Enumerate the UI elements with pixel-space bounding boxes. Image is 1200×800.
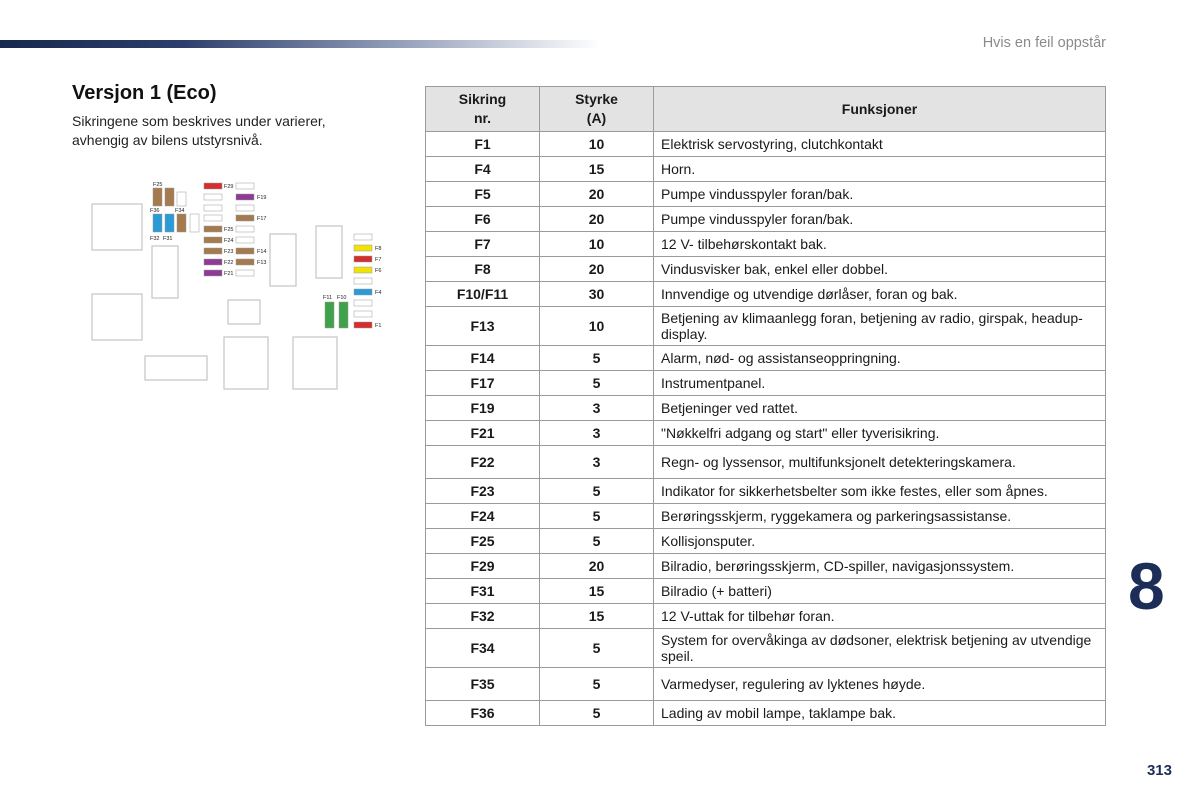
function-cell: Bilradio, berøringsskjerm, CD-spiller, navigasjonssystem. (654, 554, 1106, 579)
table-header-row (426, 87, 1106, 132)
header-title: Hvis en feil oppstår (982, 35, 1106, 51)
function-cell: Berøringsskjerm, ryggekamera og parkeringsassistanse. (654, 504, 1106, 529)
relay-block (145, 356, 207, 380)
table-row (426, 554, 1106, 579)
table-row (426, 701, 1106, 726)
function-cell: Horn. (654, 157, 1106, 182)
chapter-number: 8 (1128, 549, 1165, 623)
diagram-label: F14 (257, 249, 267, 255)
table-row (426, 396, 1106, 421)
fuse-number-cell: F34 (426, 629, 540, 668)
table-row (426, 371, 1106, 396)
amperage-cell: 5 (540, 504, 654, 529)
diagram-label: F11 (323, 295, 333, 301)
table-row (426, 604, 1106, 629)
fuse-number-cell: F32 (426, 604, 540, 629)
diagram-label: F25 (153, 182, 163, 188)
diagram-label: F19 (257, 195, 267, 201)
fuse-f25-top (165, 188, 174, 206)
table-row (426, 579, 1106, 604)
fuse-f4 (354, 289, 372, 295)
fuse-number-cell: F8 (426, 257, 540, 282)
table-body (426, 132, 1106, 726)
fuse-number-cell: F5 (426, 182, 540, 207)
function-cell: Betjening av klimaanlegg foran, betjening av radio, girspak, headup-display. (654, 307, 1106, 346)
fuse-f14 (236, 248, 254, 254)
header-bar (0, 40, 600, 48)
fuse-f1 (354, 322, 372, 328)
amperage-cell: 15 (540, 604, 654, 629)
diagram-label: F22 (224, 260, 234, 266)
diagram-label: F10 (337, 295, 347, 301)
fuse-slot-empty (354, 300, 372, 306)
fuse-number-cell: F1 (426, 132, 540, 157)
fuse-slot-empty (236, 183, 254, 189)
table-row (426, 479, 1106, 504)
function-cell: Pumpe vindusspyler foran/bak. (654, 182, 1106, 207)
diagram-label: F8 (375, 246, 382, 252)
fuse-f25 (204, 226, 222, 232)
fuse-table (425, 86, 1106, 726)
table-row (426, 421, 1106, 446)
amperage-cell: 5 (540, 668, 654, 701)
fuse-slot-empty (177, 192, 186, 206)
amperage-cell: 20 (540, 554, 654, 579)
amperage-cell: 3 (540, 421, 654, 446)
table-row (426, 207, 1106, 232)
table-row (426, 529, 1106, 554)
fuse-number-cell: F6 (426, 207, 540, 232)
fuse-f17 (236, 215, 254, 221)
fuse-f29 (204, 183, 222, 189)
relay-block (316, 226, 342, 278)
fuse-number-cell: F35 (426, 668, 540, 701)
table-row (426, 257, 1106, 282)
amperage-cell: 10 (540, 232, 654, 257)
amperage-cell: 15 (540, 157, 654, 182)
relay-block (92, 294, 142, 340)
relay-block (224, 337, 268, 389)
function-cell: Kollisjonsputer. (654, 529, 1106, 554)
diagram-label: F21 (224, 271, 234, 277)
fuse-slot-empty (204, 205, 222, 211)
diagram-label: F4 (375, 290, 382, 296)
amperage-cell: 3 (540, 446, 654, 479)
table-row (426, 668, 1106, 701)
fuse-f32 (165, 214, 174, 232)
fuse-box-diagram (86, 178, 396, 398)
fuse-number-cell: F22 (426, 446, 540, 479)
fuse-number-cell: F4 (426, 157, 540, 182)
function-cell: Lading av mobil lampe, taklampe bak. (654, 701, 1106, 726)
fuse-f6 (354, 267, 372, 273)
fuse-number-cell: F31 (426, 579, 540, 604)
amperage-cell: 10 (540, 132, 654, 157)
fuse-number-cell: F7 (426, 232, 540, 257)
fuse-number-cell: F24 (426, 504, 540, 529)
fuse-f25-top (153, 188, 162, 206)
table-row (426, 232, 1106, 257)
amperage-cell: 20 (540, 182, 654, 207)
fuse-number-cell: F17 (426, 371, 540, 396)
fuse-f23 (204, 248, 222, 254)
table-row (426, 182, 1106, 207)
relay-block (152, 246, 178, 298)
fuse-slot-empty (236, 226, 254, 232)
table-row (426, 629, 1106, 668)
header-functions: Funksjoner (654, 87, 1106, 132)
function-cell: Indikator for sikkerhetsbelter som ikke festes, eller som åpnes. (654, 479, 1106, 504)
fuse-number-cell: F21 (426, 421, 540, 446)
function-cell: Regn- og lyssensor, multifunksjonelt detekteringskamera. (654, 446, 1106, 479)
function-cell: Bilradio (+ batteri) (654, 579, 1106, 604)
diagram-label: F13 (257, 260, 267, 266)
relay-block (293, 337, 337, 389)
function-cell: Pumpe vindusspyler foran/bak. (654, 207, 1106, 232)
relay-block (228, 300, 260, 324)
diagram-label: F7 (375, 257, 382, 263)
fuse-slot-empty (236, 205, 254, 211)
amperage-cell: 10 (540, 307, 654, 346)
fuse-slot-empty (190, 214, 199, 232)
fuse-f8 (354, 245, 372, 251)
section-title: Versjon 1 (Eco) (72, 82, 217, 104)
amperage-cell: 5 (540, 346, 654, 371)
function-cell: Innvendige og utvendige dørlåser, foran og bak. (654, 282, 1106, 307)
amperage-cell: 5 (540, 479, 654, 504)
header-amperage: Styrke (A) (540, 87, 654, 132)
diagram-label: F6 (375, 268, 382, 274)
fuse-f34 (177, 214, 186, 232)
diagram-label: F23 (224, 249, 234, 255)
fuse-number-cell: F29 (426, 554, 540, 579)
function-cell: "Nøkkelfri adgang og start" eller tyverisikring. (654, 421, 1106, 446)
diagram-label: F24 (224, 238, 234, 244)
fuse-number-cell: F36 (426, 701, 540, 726)
amperage-cell: 5 (540, 629, 654, 668)
amperage-cell: 15 (540, 579, 654, 604)
table-row (426, 346, 1106, 371)
fuse-number-cell: F23 (426, 479, 540, 504)
function-cell: 12 V-uttak for tilbehør foran. (654, 604, 1106, 629)
header-fuse-number: Sikring nr. (426, 87, 540, 132)
diagram-label: F1 (375, 323, 382, 329)
fuse-number-cell: F13 (426, 307, 540, 346)
table-row (426, 282, 1106, 307)
amperage-cell: 20 (540, 207, 654, 232)
fuse-slot-empty (204, 194, 222, 200)
fuse-number-cell: F10/F11 (426, 282, 540, 307)
fuse-number-cell: F19 (426, 396, 540, 421)
page-number: 313 (1146, 762, 1172, 779)
fuse-f24 (204, 237, 222, 243)
fuse-slot-empty (354, 278, 372, 284)
function-cell: Betjeninger ved rattet. (654, 396, 1106, 421)
function-cell: Varmedyser, regulering av lyktenes høyde. (654, 668, 1106, 701)
fuse-slot-empty (354, 234, 372, 240)
table-row (426, 307, 1106, 346)
function-cell: System for overvåkinga av dødsoner, elektrisk betjening av utvendige speil. (654, 629, 1106, 668)
fuse-f11 (325, 302, 334, 328)
fuse-slot-empty (236, 270, 254, 276)
fuse-f19 (236, 194, 254, 200)
table-row (426, 446, 1106, 479)
amperage-cell: 5 (540, 701, 654, 726)
relay-block (270, 234, 296, 286)
amperage-cell: 30 (540, 282, 654, 307)
diagram-label: F17 (257, 216, 267, 222)
function-cell: Instrumentpanel. (654, 371, 1106, 396)
function-cell: Vindusvisker bak, enkel eller dobbel. (654, 257, 1106, 282)
amperage-cell: 20 (540, 257, 654, 282)
diagram-label: F25 (224, 227, 234, 233)
fuse-number-cell: F14 (426, 346, 540, 371)
diagram-label: F32 (150, 236, 160, 242)
amperage-cell: 5 (540, 371, 654, 396)
function-cell: 12 V- tilbehørskontakt bak. (654, 232, 1106, 257)
diagram-label: F34 (175, 208, 185, 214)
fuse-f21 (204, 270, 222, 276)
diagram-label: F29 (224, 184, 234, 190)
fuse-f13 (236, 259, 254, 265)
fuse-f7 (354, 256, 372, 262)
function-cell: Alarm, nød- og assistanseoppringning. (654, 346, 1106, 371)
fuse-slot-empty (204, 215, 222, 221)
diagram-label: F31 (163, 236, 173, 242)
amperage-cell: 5 (540, 529, 654, 554)
table-row (426, 157, 1106, 182)
fuse-f10 (339, 302, 348, 328)
diagram-label: F36 (150, 208, 160, 214)
fuse-number-cell: F25 (426, 529, 540, 554)
fuse-f36 (153, 214, 162, 232)
fuse-slot-empty (236, 237, 254, 243)
function-cell: Elektrisk servostyring, clutchkontakt (654, 132, 1106, 157)
section-description: Sikringene som beskrives under varierer, avhengig av bilens utstyrsnivå. (72, 113, 326, 148)
fuse-box-svg (86, 178, 396, 398)
table-row (426, 132, 1106, 157)
fuse-slot-empty (354, 311, 372, 317)
table-row (426, 504, 1106, 529)
relay-block (92, 204, 142, 250)
fuse-f22 (204, 259, 222, 265)
amperage-cell: 3 (540, 396, 654, 421)
